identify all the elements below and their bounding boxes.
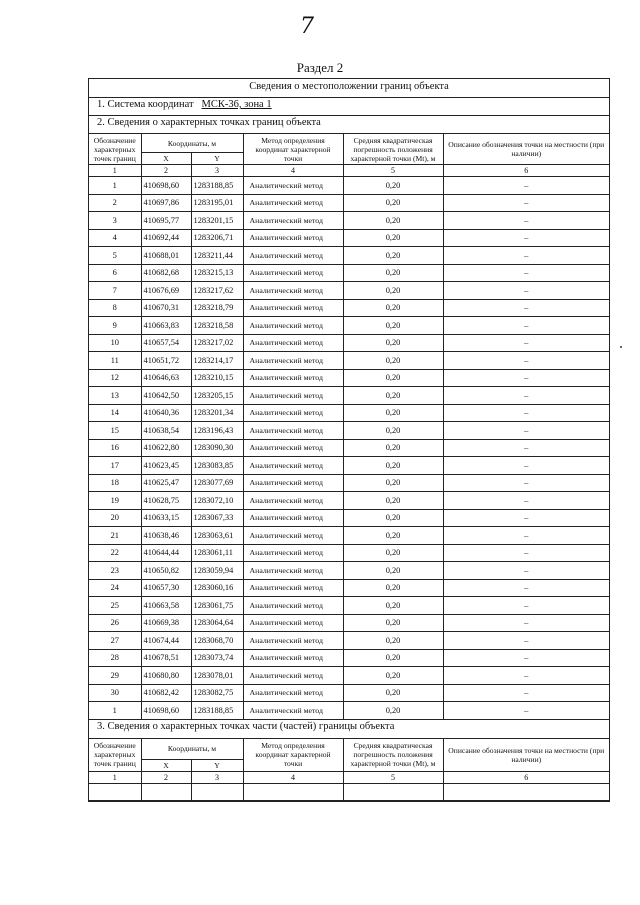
description-cell: –	[443, 369, 609, 387]
point-number-cell: 23	[89, 562, 141, 580]
description-cell: –	[443, 667, 609, 685]
description-cell: –	[443, 649, 609, 667]
accuracy-cell: 0,20	[343, 562, 443, 580]
y-cell: 1283059,94	[191, 562, 243, 580]
method-cell: Аналитический метод	[243, 282, 343, 300]
table-row	[89, 439, 609, 457]
method-cell: Аналитический метод	[243, 194, 343, 212]
accuracy-cell: 0,20	[343, 369, 443, 387]
accuracy-cell: 0,20	[343, 702, 443, 720]
x-cell: 410633,15	[141, 509, 191, 527]
x-cell: 410695,77	[141, 212, 191, 230]
description-cell: –	[443, 527, 609, 545]
x-cell: 410670,31	[141, 299, 191, 317]
x-cell: 410646,63	[141, 369, 191, 387]
y-cell: 1283217,62	[191, 282, 243, 300]
table-row	[89, 422, 609, 440]
part-col-description: Описание обозначения точки на местности (при наличии)	[443, 739, 609, 772]
point-number-cell: 28	[89, 649, 141, 667]
description-cell: –	[443, 334, 609, 352]
accuracy-cell: 0,20	[343, 317, 443, 335]
part-col-coords: Координаты, м	[141, 739, 243, 760]
accuracy-cell: 0,20	[343, 404, 443, 422]
part-column-numbers	[89, 771, 609, 783]
y-cell: 1283205,15	[191, 387, 243, 405]
table-row	[89, 387, 609, 405]
x-cell: 410692,44	[141, 229, 191, 247]
accuracy-cell: 0,20	[343, 527, 443, 545]
table-row	[89, 299, 609, 317]
method-cell: Аналитический метод	[243, 667, 343, 685]
method-cell: Аналитический метод	[243, 299, 343, 317]
point-number-cell: 3	[89, 212, 141, 230]
table-row	[89, 597, 609, 615]
description-cell: –	[443, 632, 609, 650]
x-cell: 410623,45	[141, 457, 191, 475]
table-row	[89, 194, 609, 212]
description-cell: –	[443, 702, 609, 720]
table-row	[89, 492, 609, 510]
part-col-num: 5	[343, 771, 443, 783]
method-cell: Аналитический метод	[243, 509, 343, 527]
part-col-num: 6	[443, 771, 609, 783]
description-cell: –	[443, 282, 609, 300]
x-cell: 410663,83	[141, 317, 191, 335]
point-number-cell: 15	[89, 422, 141, 440]
point-number-cell: 21	[89, 527, 141, 545]
scan-speck	[620, 346, 622, 348]
description-cell: –	[443, 387, 609, 405]
section-title: Раздел 2	[296, 60, 344, 75]
accuracy-cell: 0,20	[343, 247, 443, 265]
x-cell: 410682,68	[141, 264, 191, 282]
y-cell: 1283211,44	[191, 247, 243, 265]
point-number-cell: 9	[89, 317, 141, 335]
accuracy-cell: 0,20	[343, 544, 443, 562]
table-row	[89, 562, 609, 580]
table-row	[89, 282, 609, 300]
frame-header: Сведения о местоположении границ объекта	[89, 79, 609, 98]
table-row	[89, 649, 609, 667]
col-designation: Обозначение характерных точек границ	[89, 134, 141, 165]
method-cell: Аналитический метод	[243, 264, 343, 282]
points-title: 2. Сведения о характерных точках границ объекта	[89, 116, 609, 134]
description-cell: –	[443, 264, 609, 282]
description-cell: –	[443, 317, 609, 335]
method-cell: Аналитический метод	[243, 387, 343, 405]
x-cell: 410669,38	[141, 614, 191, 632]
col-num: 5	[343, 165, 443, 177]
accuracy-cell: 0,20	[343, 509, 443, 527]
col-x: X	[141, 153, 191, 165]
point-number-cell: 14	[89, 404, 141, 422]
accuracy-cell: 0,20	[343, 492, 443, 510]
y-cell: 1283188,85	[191, 702, 243, 720]
point-number-cell: 1	[89, 177, 141, 195]
point-number-cell: 16	[89, 439, 141, 457]
table-row	[89, 404, 609, 422]
x-cell: 410663,58	[141, 597, 191, 615]
part-col-num: 1	[89, 771, 141, 783]
x-cell: 410680,80	[141, 667, 191, 685]
point-number-cell: 8	[89, 299, 141, 317]
y-cell: 1283195,01	[191, 194, 243, 212]
accuracy-cell: 0,20	[343, 299, 443, 317]
accuracy-cell: 0,20	[343, 212, 443, 230]
x-cell: 410688,01	[141, 247, 191, 265]
method-cell: Аналитический метод	[243, 229, 343, 247]
description-cell: –	[443, 509, 609, 527]
description-cell: –	[443, 439, 609, 457]
accuracy-cell: 0,20	[343, 334, 443, 352]
description-cell: –	[443, 457, 609, 475]
table-row	[89, 457, 609, 475]
accuracy-cell: 0,20	[343, 649, 443, 667]
accuracy-cell: 0,20	[343, 579, 443, 597]
y-cell: 1283196,43	[191, 422, 243, 440]
description-cell: –	[443, 579, 609, 597]
col-accuracy: Средняя квадратическая погрешность положения характерной точки (Mt), м	[343, 134, 443, 165]
part-col-y: Y	[191, 759, 243, 771]
boundary-info-frame	[88, 78, 610, 802]
description-cell: –	[443, 492, 609, 510]
method-cell: Аналитический метод	[243, 632, 343, 650]
col-y: Y	[191, 153, 243, 165]
table-row	[89, 212, 609, 230]
y-cell: 1283061,75	[191, 597, 243, 615]
x-cell: 410657,54	[141, 334, 191, 352]
part-col-accuracy: Средняя квадратическая погрешность положения характерной точки (Mt), м	[343, 739, 443, 772]
description-cell: –	[443, 352, 609, 370]
y-cell: 1283078,01	[191, 667, 243, 685]
y-cell: 1283067,33	[191, 509, 243, 527]
coord-system-row	[89, 98, 609, 116]
accuracy-cell: 0,20	[343, 632, 443, 650]
point-number-cell: 26	[89, 614, 141, 632]
accuracy-cell: 0,20	[343, 614, 443, 632]
point-number-cell: 29	[89, 667, 141, 685]
x-cell: 410676,69	[141, 282, 191, 300]
point-number-cell: 24	[89, 579, 141, 597]
point-number-cell: 13	[89, 387, 141, 405]
y-cell: 1283064,64	[191, 614, 243, 632]
table-row	[89, 527, 609, 545]
col-num: 2	[141, 165, 191, 177]
point-number-cell: 17	[89, 457, 141, 475]
accuracy-cell: 0,20	[343, 422, 443, 440]
y-cell: 1283061,11	[191, 544, 243, 562]
y-cell: 1283072,10	[191, 492, 243, 510]
table-row	[89, 684, 609, 702]
y-cell: 1283201,34	[191, 404, 243, 422]
x-cell: 410638,54	[141, 422, 191, 440]
y-cell: 1283215,13	[191, 264, 243, 282]
x-cell: 410651,72	[141, 352, 191, 370]
y-cell: 1283060,16	[191, 579, 243, 597]
part-col-num: 3	[191, 771, 243, 783]
method-cell: Аналитический метод	[243, 544, 343, 562]
method-cell: Аналитический метод	[243, 562, 343, 580]
x-cell: 410650,82	[141, 562, 191, 580]
point-number-cell: 12	[89, 369, 141, 387]
col-description: Описание обозначения точки на местности (при наличии)	[443, 134, 609, 165]
method-cell: Аналитический метод	[243, 422, 343, 440]
x-cell: 410628,75	[141, 492, 191, 510]
y-cell: 1283217,02	[191, 334, 243, 352]
x-cell: 410682,42	[141, 684, 191, 702]
point-number-cell: 11	[89, 352, 141, 370]
point-number-cell: 7	[89, 282, 141, 300]
x-cell: 410698,60	[141, 177, 191, 195]
parts-title: 3. Сведения о характерных точках части (частей) границы объекта	[89, 720, 609, 739]
accuracy-cell: 0,20	[343, 229, 443, 247]
part-col-num: 2	[141, 771, 191, 783]
accuracy-cell: 0,20	[343, 264, 443, 282]
point-number-cell: 5	[89, 247, 141, 265]
y-cell: 1283082,75	[191, 684, 243, 702]
description-cell: –	[443, 299, 609, 317]
description-cell: –	[443, 544, 609, 562]
table-row	[89, 334, 609, 352]
x-cell: 410625,47	[141, 474, 191, 492]
table-row	[89, 632, 609, 650]
description-cell: –	[443, 212, 609, 230]
accuracy-cell: 0,20	[343, 439, 443, 457]
part-col-method: Метод определения координат характерной точки	[243, 739, 343, 772]
x-cell: 410644,44	[141, 544, 191, 562]
points-table	[89, 134, 609, 720]
point-number-cell: 4	[89, 229, 141, 247]
point-number-cell: 25	[89, 597, 141, 615]
method-cell: Аналитический метод	[243, 247, 343, 265]
part-col-num: 4	[243, 771, 343, 783]
parts-table	[89, 739, 609, 802]
accuracy-cell: 0,20	[343, 282, 443, 300]
accuracy-cell: 0,20	[343, 352, 443, 370]
method-cell: Аналитический метод	[243, 369, 343, 387]
x-cell: 410657,30	[141, 579, 191, 597]
point-number-cell: 27	[89, 632, 141, 650]
table-row	[89, 229, 609, 247]
table-row	[89, 614, 609, 632]
col-coords: Координаты, м	[141, 134, 243, 153]
point-number-cell: 6	[89, 264, 141, 282]
col-num: 6	[443, 165, 609, 177]
col-num: 4	[243, 165, 343, 177]
method-cell: Аналитический метод	[243, 439, 343, 457]
accuracy-cell: 0,20	[343, 387, 443, 405]
table-row	[89, 474, 609, 492]
point-number-cell: 22	[89, 544, 141, 562]
description-cell: –	[443, 177, 609, 195]
method-cell: Аналитический метод	[243, 212, 343, 230]
accuracy-cell: 0,20	[343, 684, 443, 702]
table-row	[89, 544, 609, 562]
y-cell: 1283068,70	[191, 632, 243, 650]
x-cell: 410642,50	[141, 387, 191, 405]
description-cell: –	[443, 562, 609, 580]
description-cell: –	[443, 247, 609, 265]
x-cell: 410640,36	[141, 404, 191, 422]
accuracy-cell: 0,20	[343, 194, 443, 212]
y-cell: 1283201,15	[191, 212, 243, 230]
method-cell: Аналитический метод	[243, 334, 343, 352]
description-cell: –	[443, 404, 609, 422]
method-cell: Аналитический метод	[243, 474, 343, 492]
method-cell: Аналитический метод	[243, 457, 343, 475]
y-cell: 1283083,85	[191, 457, 243, 475]
col-num: 3	[191, 165, 243, 177]
y-cell: 1283218,79	[191, 299, 243, 317]
x-cell: 410638,46	[141, 527, 191, 545]
table-row	[89, 579, 609, 597]
part-empty-row	[89, 783, 609, 801]
table-row	[89, 369, 609, 387]
y-cell: 1283090,30	[191, 439, 243, 457]
accuracy-cell: 0,20	[343, 177, 443, 195]
y-cell: 1283188,85	[191, 177, 243, 195]
description-cell: –	[443, 229, 609, 247]
method-cell: Аналитический метод	[243, 702, 343, 720]
method-cell: Аналитический метод	[243, 684, 343, 702]
x-cell: 410674,44	[141, 632, 191, 650]
col-method: Метод определения координат характерной точки	[243, 134, 343, 165]
method-cell: Аналитический метод	[243, 352, 343, 370]
y-cell: 1283210,15	[191, 369, 243, 387]
column-numbers	[89, 165, 609, 177]
table-row	[89, 667, 609, 685]
page-number-mark: 7	[300, 14, 314, 39]
point-number-cell: 19	[89, 492, 141, 510]
description-cell: –	[443, 422, 609, 440]
method-cell: Аналитический метод	[243, 579, 343, 597]
method-cell: Аналитический метод	[243, 597, 343, 615]
x-cell: 410622,80	[141, 439, 191, 457]
accuracy-cell: 0,20	[343, 474, 443, 492]
table-row	[89, 509, 609, 527]
point-number-cell: 10	[89, 334, 141, 352]
table-row	[89, 352, 609, 370]
method-cell: Аналитический метод	[243, 177, 343, 195]
method-cell: Аналитический метод	[243, 614, 343, 632]
y-cell: 1283218,58	[191, 317, 243, 335]
accuracy-cell: 0,20	[343, 597, 443, 615]
part-col-designation: Обозначение характерных точек границ	[89, 739, 141, 772]
description-cell: –	[443, 684, 609, 702]
description-cell: –	[443, 194, 609, 212]
method-cell: Аналитический метод	[243, 404, 343, 422]
method-cell: Аналитический метод	[243, 317, 343, 335]
method-cell: Аналитический метод	[243, 492, 343, 510]
table-row	[89, 247, 609, 265]
y-cell: 1283063,61	[191, 527, 243, 545]
description-cell: –	[443, 597, 609, 615]
table-row	[89, 177, 609, 195]
y-cell: 1283077,69	[191, 474, 243, 492]
y-cell: 1283206,71	[191, 229, 243, 247]
accuracy-cell: 0,20	[343, 667, 443, 685]
point-number-cell: 18	[89, 474, 141, 492]
point-number-cell: 30	[89, 684, 141, 702]
part-col-x: X	[141, 759, 191, 771]
point-number-cell: 1	[89, 702, 141, 720]
table-row	[89, 317, 609, 335]
point-number-cell: 2	[89, 194, 141, 212]
table-row	[89, 264, 609, 282]
col-num: 1	[89, 165, 141, 177]
description-cell: –	[443, 474, 609, 492]
point-number-cell: 20	[89, 509, 141, 527]
x-cell: 410678,51	[141, 649, 191, 667]
coord-system-value: МСК-36, зона 1	[201, 99, 272, 110]
method-cell: Аналитический метод	[243, 649, 343, 667]
table-row	[89, 702, 609, 720]
x-cell: 410697,86	[141, 194, 191, 212]
x-cell: 410698,60	[141, 702, 191, 720]
coord-system-label: 1. Система координат	[97, 99, 194, 110]
y-cell: 1283214,17	[191, 352, 243, 370]
accuracy-cell: 0,20	[343, 457, 443, 475]
description-cell: –	[443, 614, 609, 632]
y-cell: 1283073,74	[191, 649, 243, 667]
method-cell: Аналитический метод	[243, 527, 343, 545]
